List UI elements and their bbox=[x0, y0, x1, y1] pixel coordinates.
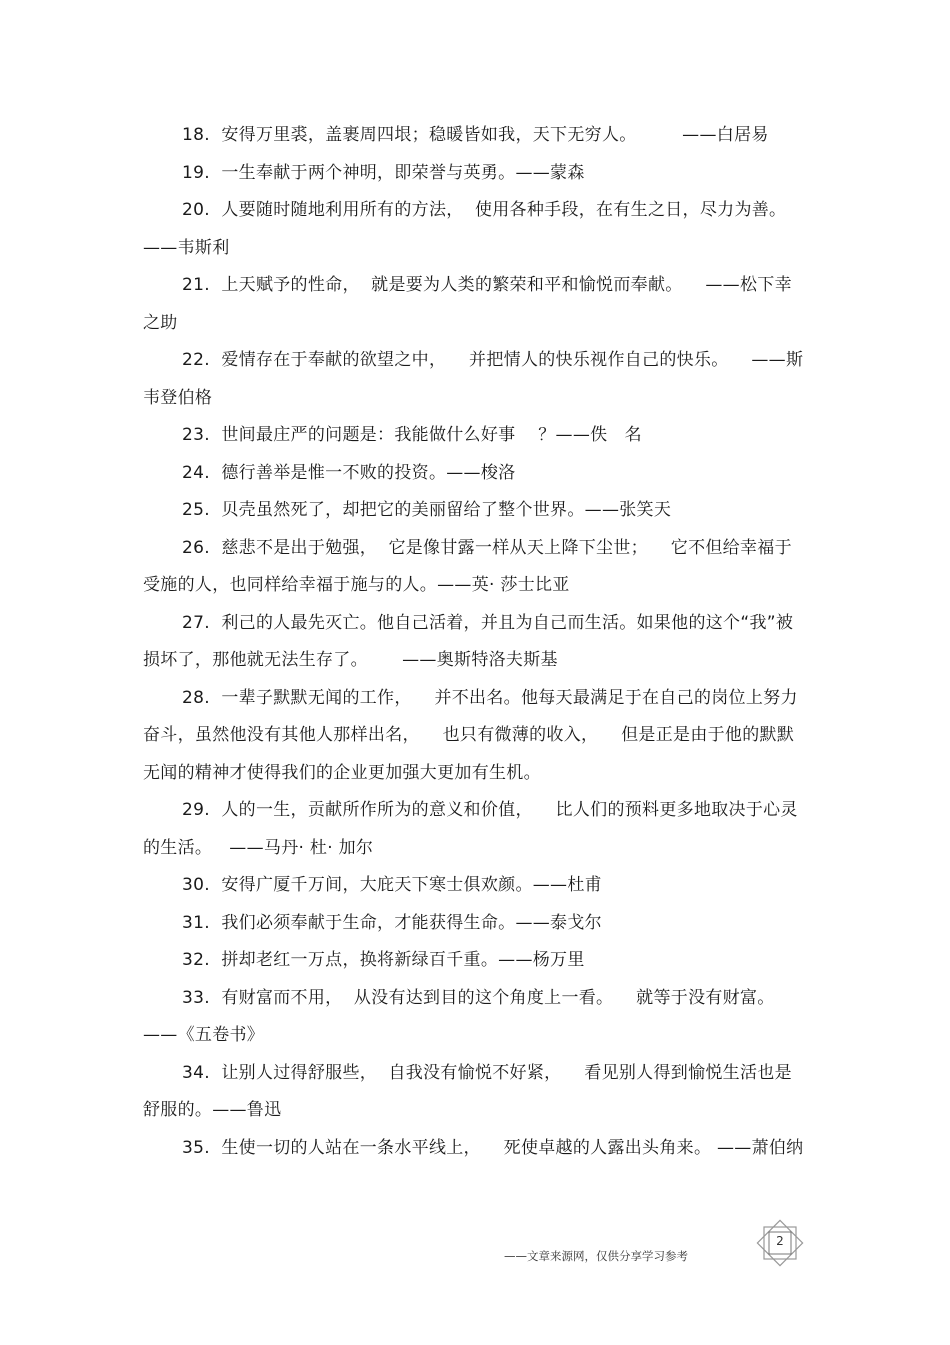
quote-item: 18. 安得万里裘，盖裹周四垠；稳暖皆如我，天下无穷人。 ——白居易 bbox=[182, 125, 769, 145]
quote-item: 20. 人要随时随地利用所有的方法， 使用各种手段，在有生之日，尽力为善。——韦斯利 bbox=[143, 200, 787, 258]
footer-source-note: ——文章来源网，仅供分享学习参考 bbox=[504, 1249, 688, 1263]
quote-item: 19. 一生奉献于两个神明，即荣誉与英勇。——蒙森 bbox=[182, 162, 585, 183]
quote-item: 22. 爱情存在于奉献的欲望之中， 并把情人的快乐视作自己的快乐。 ——斯韦登伯格 bbox=[143, 350, 804, 408]
quote-item: 29. 人的一生，贡献所作所为的意义和价值， 比人们的预料更多地取决于心灵的生活。 ——马丹· 杜· 加尔 bbox=[143, 800, 798, 858]
quote-item: 30. 安得广厦千万间，大庇天下寒士俱欢颜。——杜甫 bbox=[182, 875, 602, 895]
quote-item: 31. 我们必须奉献于生命，才能获得生命。——泰戈尔 bbox=[182, 912, 602, 933]
quote-item: 34. 让别人过得舒服些， 自我没有愉悦不好紧， 看见别人得到愉悦生活也是舒服的。——鲁迅 bbox=[143, 1062, 792, 1120]
quote-item: 33. 有财富而不用， 从没有达到目的这个角度上一看。 就等于没有财富。 ——《五卷书》 bbox=[143, 987, 781, 1045]
quote-item: 23. 世间最庄严的问题是：我能做什么好事 ？——佚 名 bbox=[182, 425, 642, 445]
page-number-badge bbox=[756, 1219, 804, 1267]
quote-item: 27. 利己的人最先灭亡。他自己活着，并且为自己而生活。如果他的这个“我”被损坏了，那他就无法生存了。 ——奥斯特洛夫斯基 bbox=[143, 612, 794, 670]
quote-item: 26. 慈悲不是出于勉强， 它是像甘露一样从天上降下尘世； 它不但给幸福于受施的人，也同样给幸福于施与的人。——英· 莎士比亚 bbox=[143, 537, 792, 595]
quote-item: 24. 德行善举是惟一不败的投资。——梭洛 bbox=[182, 462, 516, 483]
quote-item: 35. 生使一切的人站在一条水平线上， 死使卓越的人露出头角来。 ——萧伯纳 bbox=[182, 1137, 804, 1158]
quote-item: 21. 上天赋予的性命， 就是要为人类的繁荣和平和愉悦而奉献。 ——松下幸之助 bbox=[143, 275, 792, 333]
page-number: 2 bbox=[776, 1234, 784, 1248]
quote-item: 28. 一辈子默默无闻的工作， 并不出名。他每天最满足于在自己的岗位上努力奋斗，虽然他没有其他人那样出名， 也只有微薄的收入， 但是正是由于他的默默无闻的精神才使得我们的企业更加强大更加有生机。 bbox=[143, 687, 798, 783]
quote-list bbox=[143, 117, 808, 1167]
quote-item: 32. 拼却老红一万点，换将新绿百千重。——杨万里 bbox=[182, 950, 585, 970]
quote-item: 25. 贝壳虽然死了，却把它的美丽留给了整个世界。——张笑天 bbox=[182, 500, 672, 520]
